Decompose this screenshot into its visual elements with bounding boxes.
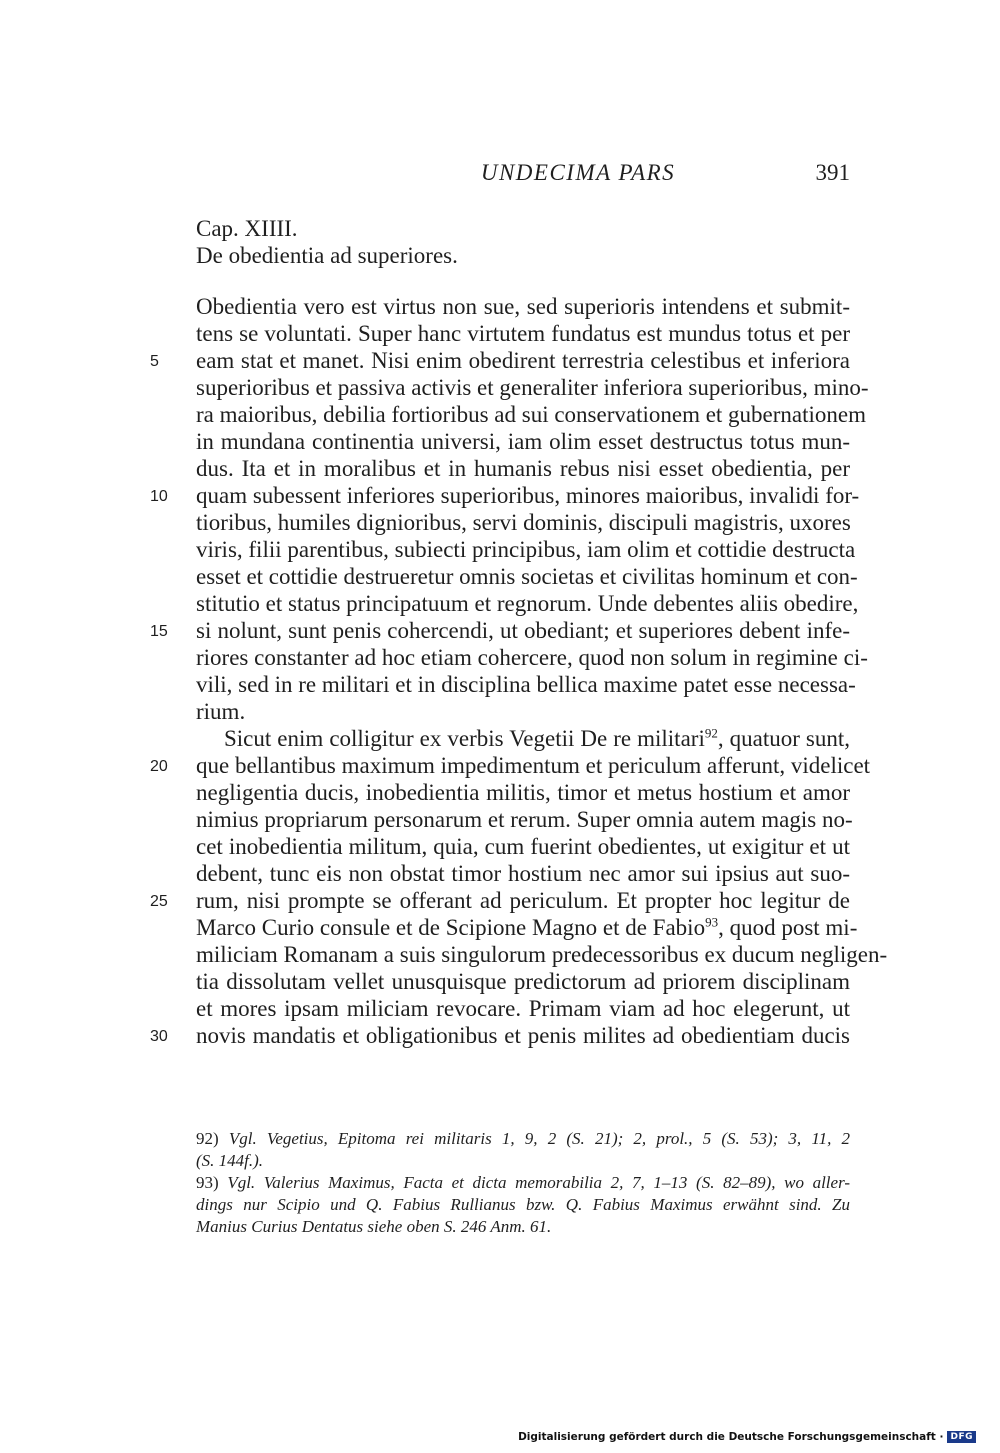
- footnote-text: Vgl. Vegetius, Epitoma rei militaris 1, 9, 2 (S. 21); 2, prol., 5 (S. 53); 3, 11, 2: [228, 1129, 850, 1148]
- footnote-ref-93[interactable]: 93: [705, 914, 719, 930]
- body-line: cet inobedientia militum, quia, cum fuerint obedientes, ut exigitur et ut: [196, 834, 850, 859]
- body-line: riores constanter ad hoc etiam cohercere, quod non solum in regimine ci-: [196, 645, 868, 670]
- footnote-ref-92[interactable]: 92: [704, 725, 718, 741]
- body-line: tia dissolutam vellet unusquisque predictorum ad priorem disciplinam: [196, 969, 850, 994]
- digitization-credit: [518, 1431, 976, 1443]
- body-text-span: Sicut enim colligitur ex verbis Vegetii De re militari: [224, 726, 705, 751]
- body-line: viris, filii parentibus, subiecti principibus, iam olim et cottidie destructa: [196, 537, 856, 562]
- body-line: Obedientia vero est virtus non sue, sed superioris intendens et submit-: [196, 294, 850, 319]
- body-line: tens se voluntati. Super hanc virtutem fundatus est mundus totus et per: [196, 321, 850, 346]
- footnote-text: Vgl. Valerius Maximus, Facta et dicta memorabilia 2, 7, 1–13 (S. 82–89), wo aller-: [227, 1173, 851, 1192]
- page-number: 391: [815, 160, 850, 185]
- dfg-logo: DFG: [947, 1431, 976, 1443]
- body-text-span: , quatuor sunt,: [717, 726, 850, 751]
- footnote-92-line: [196, 1128, 850, 1150]
- line-number: 15: [150, 623, 168, 640]
- body-line: vili, sed in re militari et in disciplina bellica maxime patet esse necessa-: [196, 672, 856, 697]
- body-line: rium.: [196, 699, 246, 724]
- chapter-title: De obedientia ad superiores.: [196, 243, 458, 268]
- running-title: UNDECIMA PARS: [480, 160, 676, 185]
- footnote-number: 93): [196, 1173, 219, 1192]
- body-line: superioribus et passiva activis et generaliter inferiora superioribus, mino-: [196, 375, 869, 400]
- body-line: miliciam Romanam a suis singulorum predecessoribus ex ducum negligen-: [196, 942, 888, 967]
- body-line: et mores ipsam miliciam revocare. Primam viam ad hoc elegerunt, ut: [196, 996, 850, 1021]
- line-number: 30: [150, 1028, 168, 1045]
- running-head: [196, 160, 850, 196]
- body-line: in mundana continentia universi, iam olim esset destructus totus mun-: [196, 429, 850, 454]
- credit-text: Digitalisierung gefördert durch die Deutsche Forschungsgemeinschaft ·: [518, 1431, 944, 1443]
- body-line: rum, nisi prompte se offerant ad periculum. Et propter hoc legitur de: [196, 888, 850, 913]
- footnote-92-line: (S. 144f.).: [196, 1151, 264, 1170]
- footnote-93-line: Manius Curius Dentatus siehe oben S. 246 Anm. 61.: [196, 1217, 552, 1236]
- footnote-93-line: [196, 1172, 850, 1194]
- body-line: dus. Ita et in moralibus et in humanis rebus nisi esset obedientia, per: [196, 456, 850, 481]
- body-line: esset et cottidie destrueretur omnis societas et civilitas hominum et con-: [196, 564, 858, 589]
- footnote-93-line: dings nur Scipio und Q. Fabius Rullianus bzw. Q. Fabius Maximus erwähnt sind. Zu: [196, 1195, 850, 1214]
- body-line: stitutio et status principatuum et regnorum. Unde debentes aliis obedire,: [196, 591, 859, 616]
- line-number: 5: [150, 353, 159, 370]
- body-line: que bellantibus maximum impedimentum et periculum afferunt, videlicet: [196, 753, 871, 778]
- body-line: [196, 914, 858, 941]
- body-line: tioribus, humiles dignioribus, servi dominis, discipuli magistris, uxores: [196, 510, 851, 535]
- footnote-number: 92): [196, 1129, 219, 1148]
- body-text-span: Marco Curio consule et de Scipione Magno et de Fabio: [196, 915, 706, 940]
- line-number: 25: [150, 893, 168, 910]
- body-line: novis mandatis et obligationibus et penis milites ad obedientiam ducis: [196, 1023, 850, 1048]
- body-line: nimius propriarum personarum et rerum. Super omnia autem magis no-: [196, 807, 853, 832]
- body-line: ra maioribus, debilia fortioribus ad sui conservationem et gubernationem: [196, 402, 867, 427]
- body-line: [224, 725, 850, 752]
- line-number: 20: [150, 758, 168, 775]
- body-line: negligentia ducis, inobedientia militis, timor et metus hostium et amor: [196, 780, 850, 805]
- body-line: debent, tunc eis non obstat timor hostium nec amor sui ipsius aut suo-: [196, 861, 850, 886]
- body-text-span: , quod post mi-: [718, 915, 858, 940]
- body-line: si nolunt, sunt penis cohercendi, ut obediant; et superiores debent infe-: [196, 618, 850, 643]
- body-line: eam stat et manet. Nisi enim obedirent terrestria celestibus et inferiora: [196, 348, 850, 373]
- chapter-number: Cap. XIIII.: [196, 216, 298, 241]
- chapter-heading: [196, 215, 458, 269]
- line-number: 10: [150, 488, 168, 505]
- body-line: quam subessent inferiores superioribus, minores maioribus, invalidi for-: [196, 483, 860, 508]
